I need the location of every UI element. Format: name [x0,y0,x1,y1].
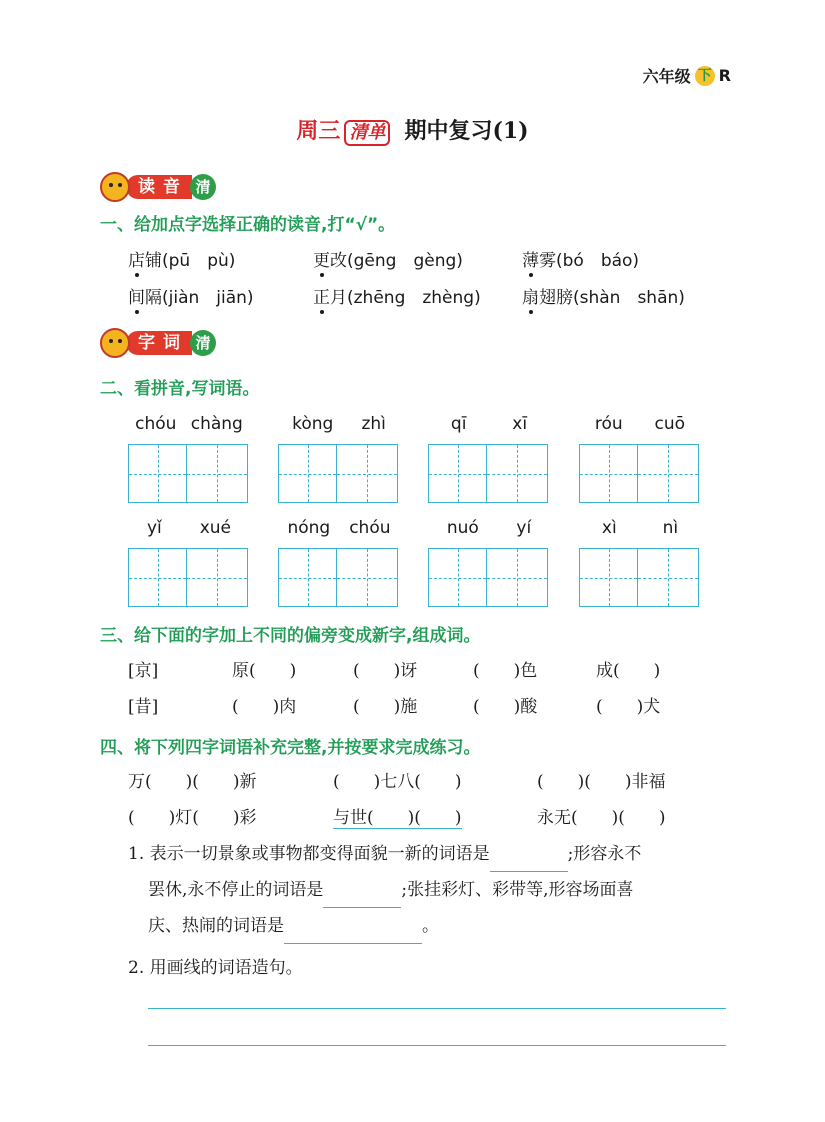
pinyin: xī [512,414,528,434]
pinyin-grid [278,518,400,607]
pinyin-grid [278,414,400,503]
writing-box[interactable] [128,444,187,503]
pinyin-options: (jiàn jiān) [162,288,254,308]
word-rest: 雾 [539,251,556,271]
edition-letter: R [718,66,731,85]
dotted-char: 扇 [522,283,539,308]
dotted-char: 店 [128,246,145,271]
idiom-blank[interactable]: ( )灯( )彩 [128,808,257,828]
q1-title: 一、给加点字选择正确的读音,打“√”。 [100,215,396,235]
pinyin: xì [601,518,617,538]
badge-label: 读音 [126,175,192,199]
writing-box[interactable] [187,444,248,503]
writing-box[interactable] [187,548,248,607]
title-badge: 清单 [344,120,390,146]
pinyin: chóu [135,414,177,434]
q1-item [313,283,481,308]
pinyin-options: (zhēng zhèng) [347,288,481,308]
writing-box[interactable] [579,444,638,503]
dotted-char: 间 [128,283,145,308]
pinyin: yǐ [146,518,162,538]
word-rest: 改 [330,251,347,271]
pinyin: nuó [446,518,479,538]
pinyin: chóu [349,518,391,538]
q3-label: [昔] [128,697,159,717]
pinyin: qī [450,414,467,434]
word-rest: 铺 [145,251,162,271]
idiom-blank[interactable]: ( )( )非福 [537,772,666,792]
sub1-text: 罢休,永不停止的词语是 [148,880,324,900]
sub1-text: 庆、热闹的词语是 [148,916,284,936]
pinyin-grid [428,518,550,607]
pinyin: róu [594,414,623,434]
q3-blank[interactable]: 原( ) [232,661,297,681]
pinyin-grid [428,414,550,503]
writing-box[interactable] [128,548,187,607]
dotted-char: 正 [313,283,330,308]
badge-label: 字词 [126,331,192,355]
writing-box[interactable] [428,548,487,607]
q3-blank[interactable]: ( )肉 [232,697,297,717]
pinyin-options: (gēng gèng) [347,251,463,271]
writing-box[interactable] [278,548,337,607]
sub1-text: 。 [422,916,439,936]
writing-box[interactable] [337,444,398,503]
pinyin-options: (shàn shān) [573,288,685,308]
writing-box[interactable] [278,444,337,503]
idiom-blank[interactable]: ( )七八( ) [333,772,462,792]
pinyin: chàng [190,414,243,434]
q2-title: 二、看拼音,写词语。 [100,379,260,399]
grade-text: 六年级 [642,67,691,86]
q3-blank[interactable]: ( )酸 [473,697,538,717]
pinyin-grid [128,414,250,503]
q4-sub1 [128,836,728,944]
answer-line[interactable] [490,847,568,872]
word-rest: 翅膀 [539,288,573,308]
q1-item [128,283,254,308]
writing-box[interactable] [428,444,487,503]
writing-box[interactable] [579,548,638,607]
grade-label [643,64,731,87]
section-badge-duyin [100,170,216,204]
q1-item [128,246,235,271]
pinyin: xué [199,518,232,538]
writing-line[interactable] [148,1045,726,1046]
q3-blank[interactable]: ( )色 [473,661,538,681]
pinyin: nì [662,518,679,538]
pinyin: cuō [654,414,686,434]
q3-label: [京] [128,661,159,681]
q3-blank[interactable]: ( )施 [353,697,418,717]
pinyin-grid [579,414,701,503]
pinyin: zhì [361,414,386,434]
pinyin-grid [579,518,701,607]
q4-title: 四、将下列四字词语补充完整,并按要求完成练习。 [100,738,481,758]
answer-line[interactable] [323,883,401,908]
pinyin-options: (pū pù) [162,251,236,271]
idiom-blank-underlined[interactable]: 与世( )( ) [333,803,462,829]
q4-sub2: 2. 用画线的词语造句。 [128,958,303,978]
word-rest: 隔 [145,288,162,308]
dotted-char: 薄 [522,246,539,271]
pinyin: nóng [287,518,331,538]
pinyin-grid [128,518,250,607]
q1-item [522,283,685,308]
writing-box[interactable] [337,548,398,607]
writing-line[interactable] [148,1008,726,1009]
title-text: 期中复习(1) [404,118,529,144]
pinyin: yí [516,518,532,538]
dotted-char: 更 [313,246,330,271]
title-weekday: 周三 [296,119,341,144]
section-badge-zici [100,326,216,360]
idiom-blank[interactable]: 永无( )( ) [537,808,666,828]
idiom-blank[interactable]: 万( )( )新 [128,772,257,792]
sub1-text: 1. 表示一切景象或事物都变得面貌一新的词语是 [128,844,490,864]
volume-badge: 下 [695,66,715,86]
q3-blank[interactable]: 成( ) [596,661,661,681]
q3-title: 三、给下面的字加上不同的偏旁变成新字,组成词。 [100,626,481,646]
q1-item [313,246,463,271]
q3-blank[interactable]: ( )犬 [596,697,661,717]
sub1-text: ;张挂彩灯、彩带等,形容场面喜 [401,880,634,900]
badge-end: 清 [190,330,216,356]
bee-icon [100,328,130,358]
word-rest: 月 [330,288,347,308]
writing-box[interactable] [638,548,699,607]
writing-box[interactable] [487,444,548,503]
q3-blank[interactable]: ( )讶 [353,661,418,681]
page-title [0,114,825,146]
writing-box[interactable] [638,444,699,503]
sub1-text: ;形容永不 [567,844,642,864]
pinyin: kòng [292,414,334,434]
bee-icon [100,172,130,202]
pinyin-options: (bó báo) [556,251,640,271]
answer-line[interactable] [284,919,422,944]
q1-item [522,246,639,271]
writing-box[interactable] [487,548,548,607]
badge-end: 清 [190,174,216,200]
